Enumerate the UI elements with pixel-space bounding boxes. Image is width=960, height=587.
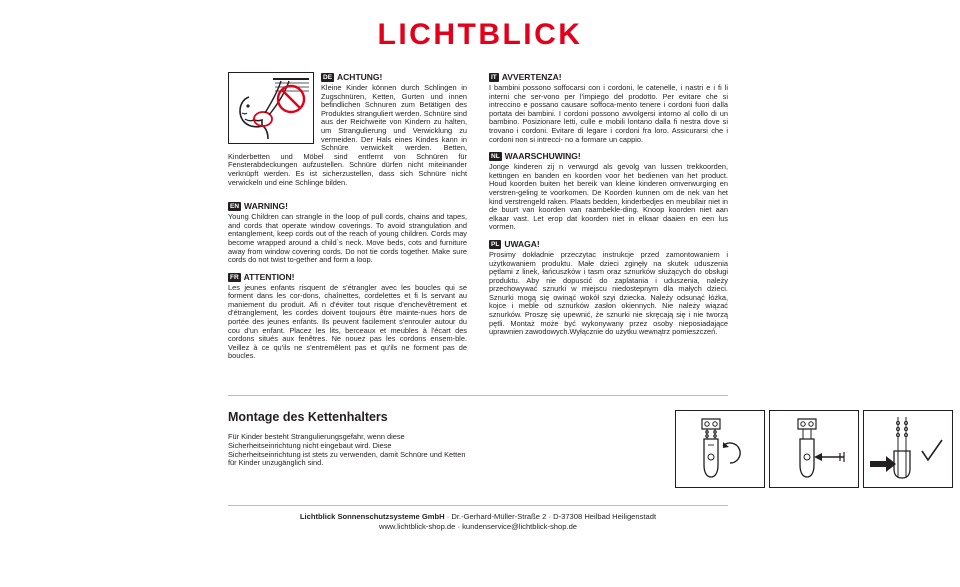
footer-company-line <box>228 512 728 522</box>
assembly-title: Montage des Kettenhalters <box>228 410 388 424</box>
footer <box>228 505 728 532</box>
warning-heading-fr <box>228 272 467 283</box>
warning-text-pl: Prosimy dokładnie przeczytac instrukcje przed zamontowaniem i użytkowaniem produktu. Małe dzieci zginęły na skutek uduszenia pętlami z linek, łańcuszków i tasm oraz sznurków służących do obsługi produktu. Aby nie dopuscić do zaplatania i uduszenia, należy przechowywać sznurki w miejscu niedostepnym dla małych dzieci. Sznurki mogą się owinąć wokół szyi dziecka. Należy odsunąć łóżka, kojce i meble od sznurków zasłon okiennych. Nie należy wiązać sznurków. Proszę się upewnić, że sznurki nie skręcają się i nie tworzą pętli. Montaż może być wykonywany przez osoby nieposiadające uprawnien zawodowych.Wyłącznie do użytku wewnątrz pomieszczeń. <box>489 249 728 337</box>
warning-title-en: WARNING! <box>244 201 288 212</box>
warning-block-de <box>228 72 467 194</box>
warning-text-de: Kleine Kinder können durch Schlingen in Zugschnüren, Ketten, Gurten und innen befindlichen Schnuren zum Betätigen des Produktes stranguliert werden. Schnüre sind aus der Reichweite von Kindern zu halten, um Strangulierung und Verwicklung zu vermeiden. Der Hals eines Kindes kann in Schnüre verwickelt werden. Betten, Kinderbetten und Möbel sind entfernt von Schnüren für Fensterabdeckungen aufzustellen. Schnüre dürfen nicht miteinander verknüpft werden. Es ist sicherzustellen, dass sich Schnüre nicht verwickeln und eine Schlinge bilden. <box>228 83 467 187</box>
page-title: LICHTBLICK <box>377 18 583 51</box>
warning-block-nl <box>489 151 728 232</box>
warning-text-it: I bambini possono soffocarsi con i cordoni, le catenelle, i nastri e i fi li interni che ser-vono per l'impiego del prodotto. Per evitare che si intreccino e possano causare soffoca-mento tenere i cordoni fuori dalla portata dei bambini. I cordoni possono avvolgersi intorno al collo di un bambino. Posizionare letti, culle e mobili lontano dalla fi nestra dove si trovano i cordoni. Evitare di legare i cordoni fra loro. Assicurarsi che i cordoni non si intrecci- no a formare un cappio. <box>489 83 728 144</box>
chain-holder-drill-icon <box>676 411 764 487</box>
warning-text-fr: Les jeunes enfants risquent de s'étrangler avec les boucles qui se forment dans les cor-dons, chaînettes, cordelettes et fi ls servant au maniement du produit. Afi n d'éviter tout risque d'enchevêtrement et d'étranglement, les cordes doivent toujours être mainte-nues hors de portée des jeunes enfants. Ils peuvent facilement s'enrouler autour du cou d'un enfant. Placez les lits, berceaux et meubles à l'écart des cordons situés aux fenêtres. Ne nouez pas les cordons ensem-ble. Veillez à ce qu'ils ne s'entremêlent pas et qu'ils ne forment pas de boucles. <box>228 282 467 361</box>
footer-contact: www.lichtblick-shop.de · kundenservice@lichtblick-shop.de <box>378 522 578 531</box>
warning-title-fr: ATTENTION! <box>243 271 295 282</box>
warning-heading-it <box>489 72 728 83</box>
warning-block-pl <box>489 239 728 337</box>
assembly-step-2 <box>769 410 859 488</box>
footer-address: · Dr.-Gerhard-Müller-Straße 2 · D-37308 Heilbad Heiligenstadt <box>446 512 657 521</box>
warning-text-nl: Jonge kinderen zij n verwurgd als gevolg van lussen trekkoorden, kettingen en banden en koorden voor het bedienen van het product. Houd koorden buiten het bereik van kleine kinderen omverwurging en verstren-geling te voorkomen. De Koorden kunnen om de nek van het kind verstrengeld raken. Plaats bedden, kinderbedjes en meubilair niet in de buurt van koorden van raambekle-ding. Knoop koorden niet aan elkaar vast. Let erop dat koorden niet in elkaar daaien en een lus vormen. <box>489 162 728 232</box>
lang-code-it: IT <box>491 74 497 81</box>
warning-block-en <box>228 201 467 265</box>
warning-title-de: ACHTUNG! <box>337 72 383 82</box>
assembly-section <box>228 410 728 468</box>
assembly-text: Für Kinder besteht Strangulierungsgefahr, wenn diese Sicherheitseinrichtung nicht eingebaut wird. Diese Sicherheitseinrichtung ist stets zu verwenden, damit Schnüre und Ketten für Kinder unzugänglich sind. <box>228 432 466 468</box>
assembly-step-3 <box>863 410 953 488</box>
warning-title-it: AVVERTENZA! <box>501 72 562 82</box>
lang-code-de: DE <box>323 74 333 81</box>
warnings-column-right <box>489 72 728 368</box>
warning-heading-nl <box>489 151 728 162</box>
warning-title-pl: UWAGA! <box>504 238 540 249</box>
lang-code-en: EN <box>230 203 240 211</box>
warning-heading-en <box>228 201 467 212</box>
warning-title-nl: WAARSCHUWING! <box>504 151 581 162</box>
strangulation-hazard-icon <box>228 72 314 144</box>
footer-company-name: Lichtblick Sonnenschutzsysteme GmbH <box>299 512 445 521</box>
section-divider <box>228 395 728 396</box>
warning-block-it <box>489 72 728 144</box>
lang-code-fr: FR <box>230 273 239 281</box>
warnings-section <box>228 72 728 368</box>
warning-text-en: Young Children can strangle in the loop of pull cords, chains and tapes, and cords that operate window coverings. To avoid strangulation and entanglement, keep cords out of the reach of young children. Cords may become wrapped around a child`s neck. Move beds, cots and furniture away from window covering cords. Do not tie cords together. Make sure cords do not twist to-gether and form a loop. <box>228 212 467 265</box>
warning-heading-pl <box>489 239 728 250</box>
assembly-steps <box>675 410 953 488</box>
warning-block-fr <box>228 272 467 361</box>
assembly-step-1 <box>675 410 765 488</box>
chain-holder-check-icon <box>864 411 952 487</box>
warnings-column-left <box>228 72 467 368</box>
lang-code-nl: NL <box>491 153 500 161</box>
chain-holder-screw-icon <box>770 411 858 487</box>
lang-code-pl: PL <box>491 240 500 248</box>
